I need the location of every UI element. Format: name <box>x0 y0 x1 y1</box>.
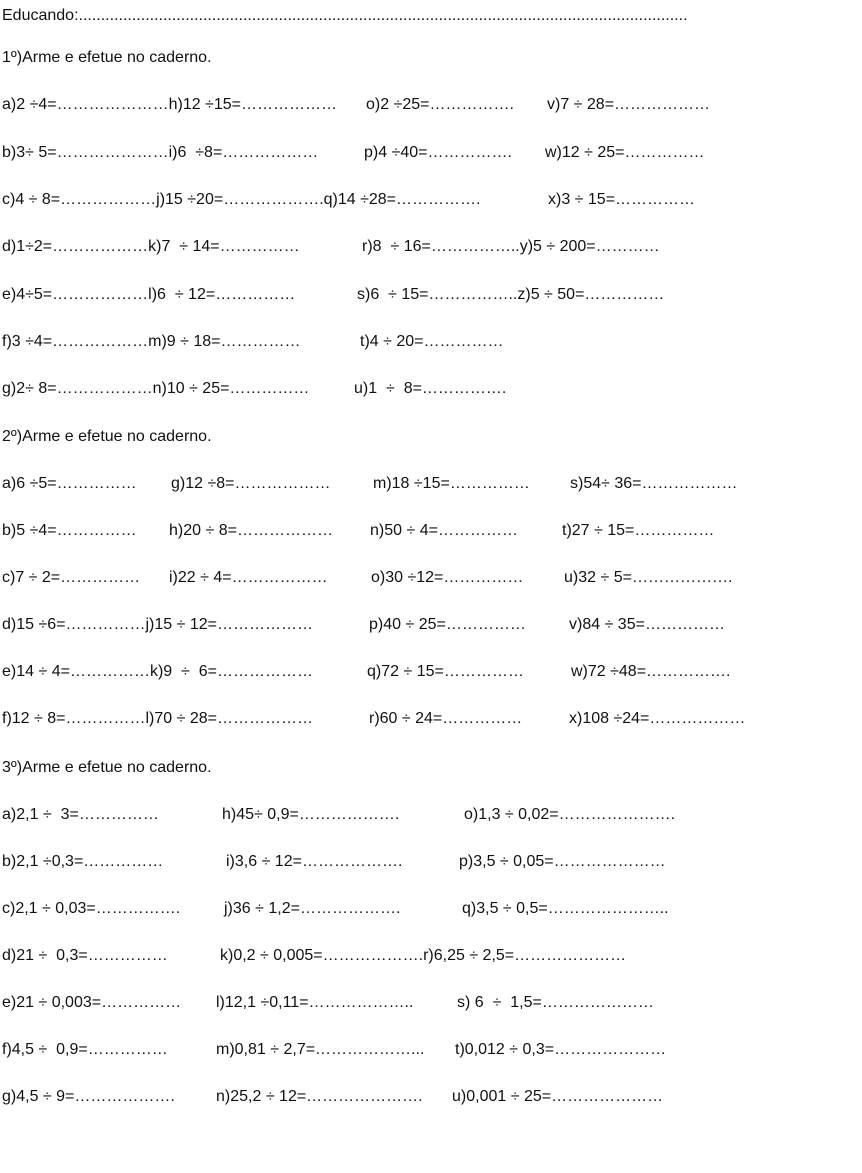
s1-row6-col2: t)4 ÷ 20=…………… <box>360 333 504 350</box>
s1-row3-col1: c)4 ÷ 8=………………j)15 ÷20=……………….q)14 ÷28=……………. <box>2 191 481 208</box>
s2-row2-col1: b)5 ÷4=…………… <box>2 522 137 539</box>
s1-row1-col1: a)2 ÷4=…………………h)12 ÷15=……………… <box>2 96 337 113</box>
student-name-line: Educando:......................................................................................................................................... <box>2 7 688 24</box>
s3-row1-col1: a)2,1 ÷ 3=…………… <box>2 806 159 823</box>
s1-row7-col1: g)2÷ 8=………………n)10 ÷ 25=…………… <box>2 380 310 397</box>
s3-row6-col2: m)0,81 ÷ 2,7=………………... <box>216 1041 425 1058</box>
s3-row2-col1: b)2,1 ÷0,3=…………… <box>2 853 164 870</box>
s3-row3-col2: j)36 ÷ 1,2=………………. <box>224 900 401 917</box>
s2-row2-col3: n)50 ÷ 4=…………… <box>370 522 518 539</box>
s2-row3-col1: c)7 ÷ 2=…………… <box>2 569 141 586</box>
s2-row1-col2: g)12 ÷8=……………… <box>171 475 331 492</box>
s2-row6-col2: r)60 ÷ 24=…………… <box>369 710 523 727</box>
section-2-title: 2º)Arme e efetue no caderno. <box>2 428 212 445</box>
s2-row2-col4: t)27 ÷ 15=…………… <box>562 522 715 539</box>
s3-row7-col2: n)25,2 ÷ 12=…………………. <box>216 1088 423 1105</box>
s1-row2-col1: b)3÷ 5=…………………i)6 ÷8=……………… <box>2 144 319 161</box>
s1-row6-col1: f)3 ÷4=………………m)9 ÷ 18=…………… <box>2 333 301 350</box>
s2-row6-col1: f)12 ÷ 8=……………l)70 ÷ 28=……………… <box>2 710 313 727</box>
s2-row4-col3: v)84 ÷ 35=…………… <box>569 616 725 633</box>
s3-row3-col1: c)2,1 ÷ 0,03=……………. <box>2 900 181 917</box>
s1-row1-col2: o)2 ÷25=……………. <box>366 96 514 113</box>
s2-row3-col4: u)32 ÷ 5=………………. <box>564 569 733 586</box>
s1-row1-col3: v)7 ÷ 28=……………… <box>547 96 711 113</box>
s2-row6-col3: x)108 ÷24=……………… <box>569 710 746 727</box>
s2-row1-col1: a)6 ÷5=…………… <box>2 475 137 492</box>
s1-row2-col2: p)4 ÷40=……………. <box>364 144 512 161</box>
s1-row5-col1: e)4÷5=………………l)6 ÷ 12=…………… <box>2 286 296 303</box>
s3-row2-col3: p)3,5 ÷ 0,05=………………… <box>459 853 666 870</box>
s3-row4-col1: d)21 ÷ 0,3=…………… <box>2 947 168 964</box>
s2-row1-col3: m)18 ÷15=…………… <box>373 475 530 492</box>
s2-row2-col2: h)20 ÷ 8=……………… <box>169 522 333 539</box>
s2-row4-col2: p)40 ÷ 25=…………… <box>369 616 526 633</box>
s3-row2-col2: i)3,6 ÷ 12=………………. <box>226 853 403 870</box>
s3-row1-col3: o)1,3 ÷ 0,02=…………………. <box>464 806 676 823</box>
s3-row5-col1: e)21 ÷ 0,003=…………… <box>2 994 182 1011</box>
s1-row2-col3: w)12 ÷ 25=…………… <box>545 144 705 161</box>
s1-row4-col2: r)8 ÷ 16=……………..y)5 ÷ 200=………… <box>362 238 660 255</box>
s1-row3-col3: x)3 ÷ 15=…………… <box>548 191 696 208</box>
s2-row5-col3: w)72 ÷48=……………. <box>571 663 731 680</box>
section-3-title: 3º)Arme e efetue no caderno. <box>2 759 212 776</box>
s3-row6-col3: t)0,012 ÷ 0,3=………………… <box>455 1041 667 1058</box>
s3-row6-col1: f)4,5 ÷ 0,9=…………… <box>2 1041 168 1058</box>
s1-row4-col1: d)1÷2=………………k)7 ÷ 14=…………… <box>2 238 300 255</box>
section-1-title: 1º)Arme e efetue no caderno. <box>2 49 212 66</box>
s1-row7-col2: u)1 ÷ 8=……………. <box>354 380 507 397</box>
s2-row5-col1: e)14 ÷ 4=……………k)9 ÷ 6=……………… <box>2 663 313 680</box>
s2-row3-col2: i)22 ÷ 4=……………… <box>169 569 328 586</box>
s3-row5-col3: s) 6 ÷ 1,5=………………… <box>457 994 654 1011</box>
s2-row4-col1: d)15 ÷6=……………j)15 ÷ 12=……………… <box>2 616 313 633</box>
s3-row4-col2: k)0,2 ÷ 0,005=……………….r)6,25 ÷ 2,5=………………… <box>220 947 627 964</box>
s3-row7-col3: u)0,001 ÷ 25=………………… <box>452 1088 664 1105</box>
s3-row1-col2: h)45÷ 0,9=………………. <box>222 806 400 823</box>
s2-row1-col4: s)54÷ 36=……………… <box>570 475 738 492</box>
s2-row5-col2: q)72 ÷ 15=…………… <box>367 663 524 680</box>
s2-row3-col3: o)30 ÷12=…………… <box>371 569 524 586</box>
s1-row5-col2: s)6 ÷ 15=……………..z)5 ÷ 50=…………… <box>357 286 665 303</box>
s3-row7-col1: g)4,5 ÷ 9=………………. <box>2 1088 175 1105</box>
s3-row5-col2: l)12,1 ÷0,11=……………….. <box>216 994 414 1011</box>
s3-row3-col3: q)3,5 ÷ 0,5=………………….. <box>462 900 669 917</box>
